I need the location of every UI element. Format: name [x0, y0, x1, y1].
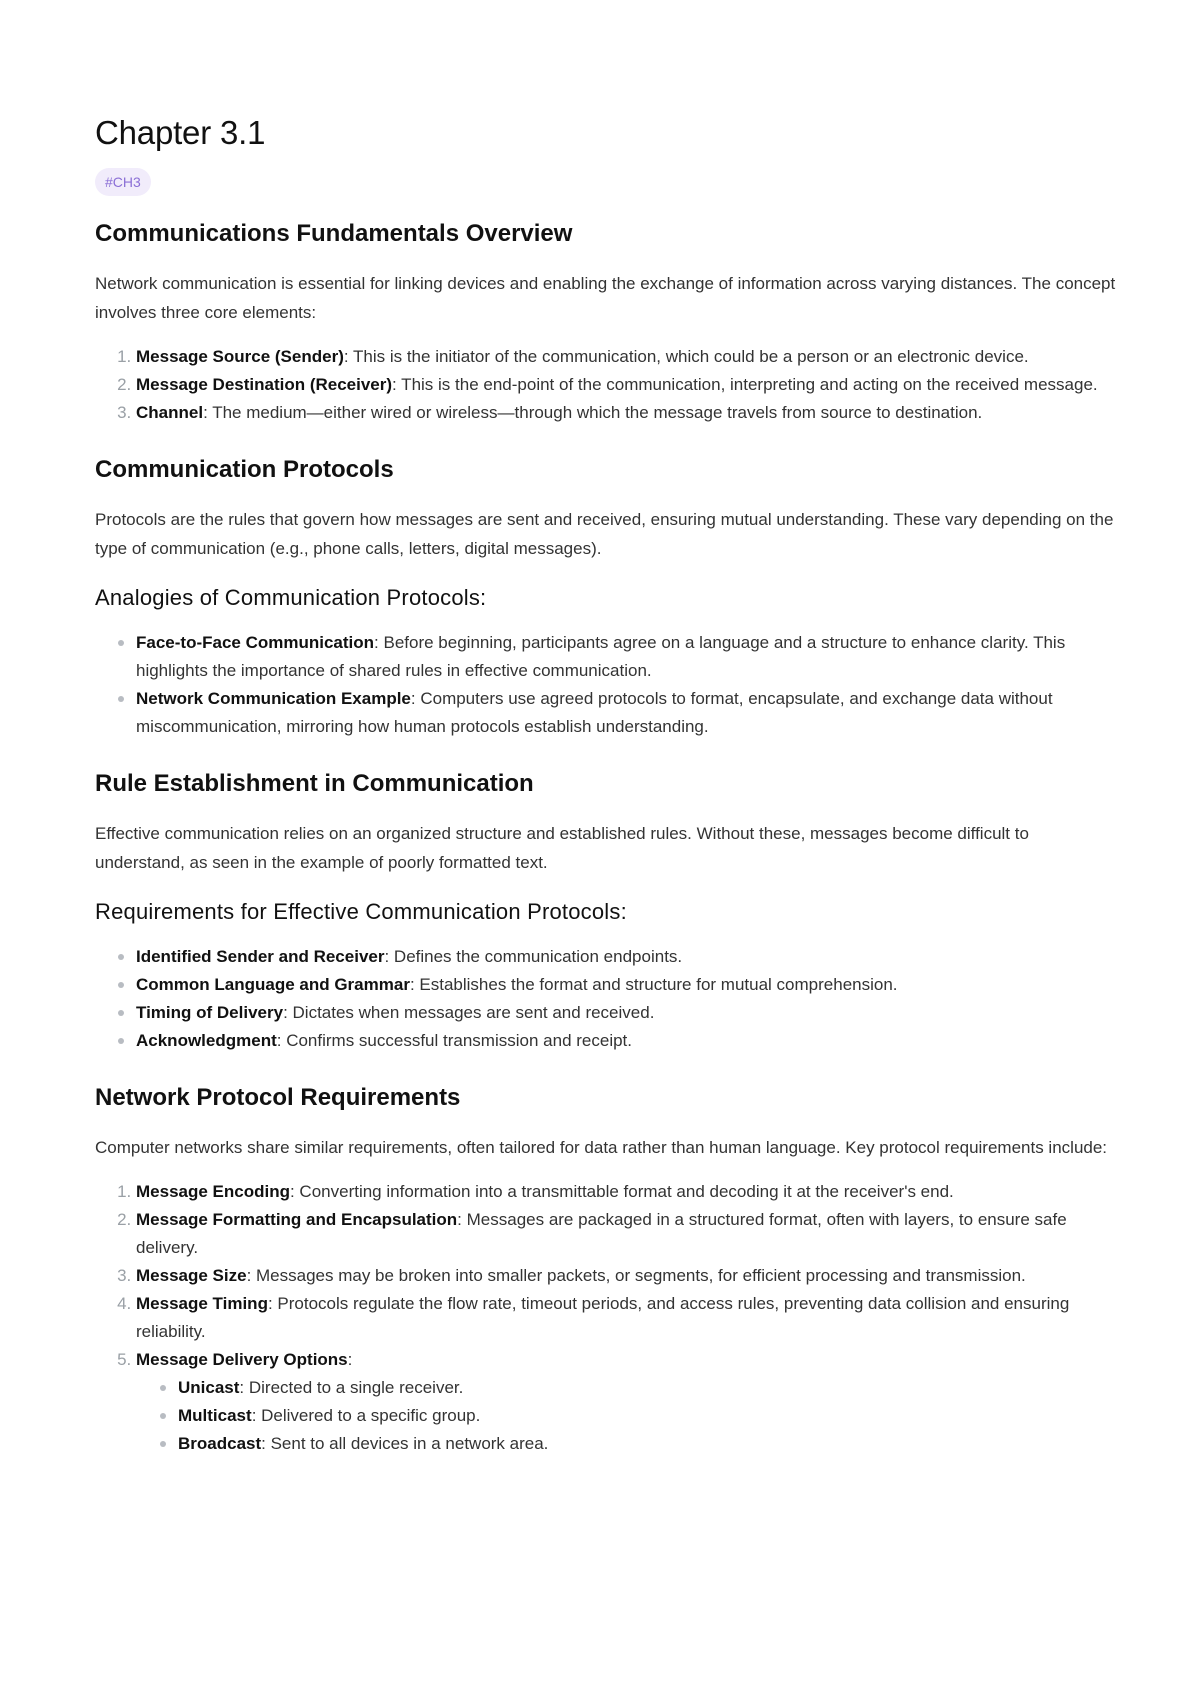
list-item: Acknowledgment: Confirms successful transmission and receipt. [136, 1027, 1116, 1055]
list-item: 1. Message Encoding: Converting information into a transmittable format and decoding it at the receiver's end. [136, 1178, 1116, 1206]
overview-list [95, 343, 1116, 427]
list-item: 3. Channel: The medium—either wired or wireless—through which the message travels from source to destination. [136, 399, 1116, 427]
protocols-intro: Protocols are the rules that govern how messages are sent and received, ensuring mutual understanding. These vary depending on the type of communication (e.g., phone calls, letters, digital messages). [95, 510, 1114, 558]
list-item: 5. Message Delivery Options: Unicast: Directed to a single receiver. Multicast: Delivered to a specific group. Broadcast: Sent to all devices in a network area. [136, 1346, 1116, 1458]
list-item: Identified Sender and Receiver: Defines the communication endpoints. [136, 943, 1116, 971]
subheading-requirements: Requirements for Effective Communication Protocols: [95, 899, 627, 924]
list-item: 3. Message Size: Messages may be broken into smaller packets, or segments, for efficient processing and transmission. [136, 1262, 1116, 1290]
heading-overview: Communications Fundamentals Overview [95, 220, 573, 247]
list-item: 2. Message Formatting and Encapsulation: Messages are packaged in a structured format, often with layers, to ensure safe delivery. [136, 1206, 1116, 1262]
subheading-analogies: Analogies of Communication Protocols: [95, 585, 487, 610]
rules-intro: Effective communication relies on an organized structure and established rules. Without these, messages become difficult to understand, as seen in the example of poorly formatted text. [95, 824, 1029, 872]
list-item: Network Communication Example: Computers use agreed protocols to format, encapsulate, and exchange data without miscommunication, mirroring how human protocols establish understanding. [136, 685, 1116, 741]
list-item: Common Language and Grammar: Establishes the format and structure for mutual comprehension. [136, 971, 1116, 999]
list-item: 4. Message Timing: Protocols regulate the flow rate, timeout periods, and access rules, preventing data collision and ensuring reliability. [136, 1290, 1116, 1346]
list-item: Unicast: Directed to a single receiver. [178, 1374, 1116, 1402]
network-intro: Computer networks share similar requirements, often tailored for data rather than human language. Key protocol requirements include: [95, 1138, 1108, 1157]
network-list [95, 1178, 1116, 1458]
analogies-list [95, 629, 1116, 741]
requirements-list [95, 943, 1116, 1055]
heading-rules: Rule Establishment in Communication [95, 770, 534, 797]
list-item: 1. Message Source (Sender): This is the initiator of the communication, which could be a person or an electronic device. [136, 343, 1116, 371]
heading-protocols: Communication Protocols [95, 456, 394, 483]
list-item: Multicast: Delivered to a specific group. [178, 1402, 1116, 1430]
overview-intro: Network communication is essential for linking devices and enabling the exchange of information across varying distances. The concept involves three core elements: [95, 274, 1116, 322]
list-item: 2. Message Destination (Receiver): This is the end-point of the communication, interpreting and acting on the received message. [136, 371, 1116, 399]
chapter-tag[interactable]: #CH3 [95, 168, 151, 196]
delivery-options-list [136, 1374, 1116, 1458]
list-item: Face-to-Face Communication: Before beginning, participants agree on a language and a structure to enhance clarity. This highlights the importance of shared rules in effective communication. [136, 629, 1116, 685]
list-item: Timing of Delivery: Dictates when messages are sent and received. [136, 999, 1116, 1027]
heading-network: Network Protocol Requirements [95, 1084, 461, 1111]
list-item: Broadcast: Sent to all devices in a network area. [178, 1430, 1116, 1458]
page-title: Chapter 3.1 [95, 114, 266, 151]
